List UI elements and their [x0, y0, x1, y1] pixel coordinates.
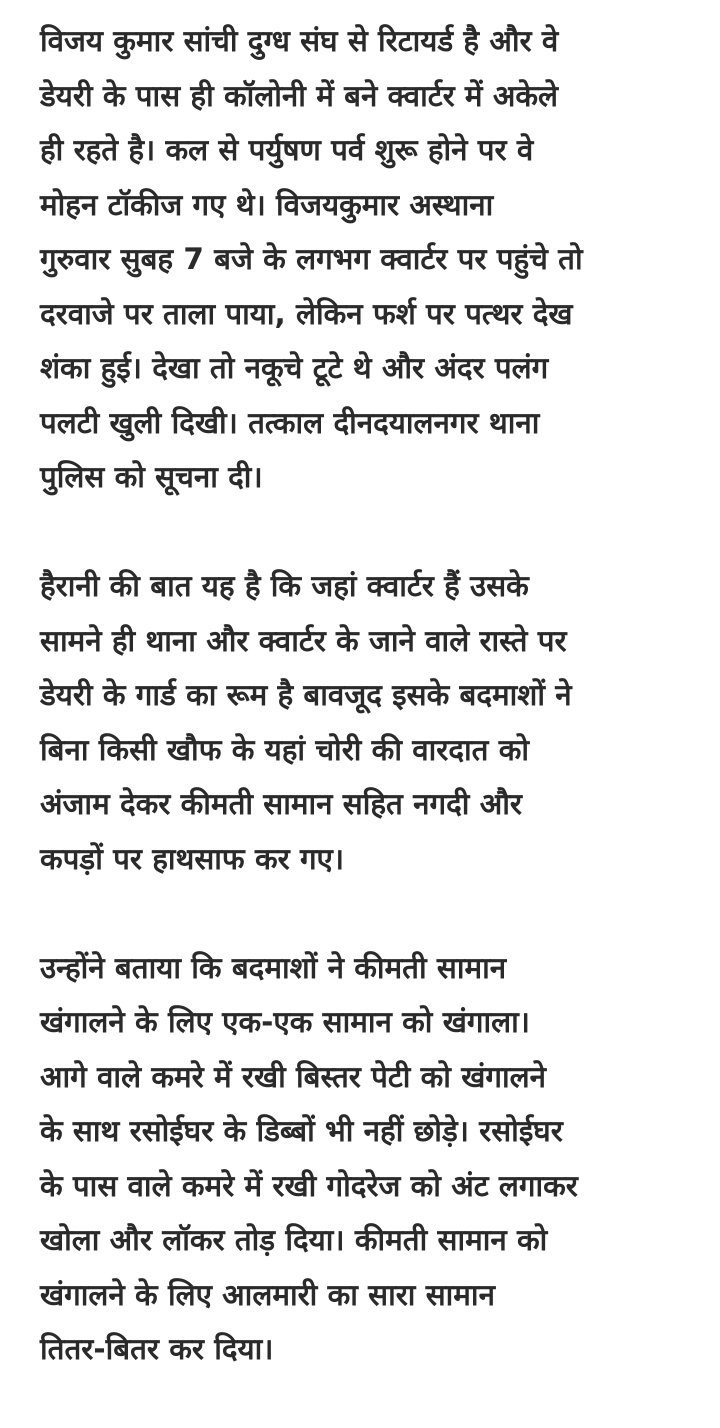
text-line: अंजाम देकर कीमती सामान सहित नगदी और: [40, 787, 522, 821]
text-line: हैरानी की बात यह है कि जहां क्वार्टर हैं उसके: [40, 569, 529, 603]
text-line: सामने ही थाना और क्वार्टर के जाने वाले रास्ते पर: [40, 623, 567, 658]
text-line: उन्होंने बताया कि बदमाशों ने कीमती सामान: [40, 950, 507, 985]
article-body: [40, 14, 700, 1377]
text-line: के पास वाले कमरे में रखी गोदरेज को अंट लगाकर: [40, 1168, 578, 1203]
text-line: डेयरी के पास ही कॉलोनी में बने क्वार्टर में अकेले: [40, 78, 559, 113]
text-line: खंगालने के लिए आलमारी का सारा सामान: [40, 1277, 495, 1312]
paragraph-2: [40, 559, 700, 886]
text-line: शंका हुई। देखा तो नकूचे टूटे थे और अंदर पलंग: [40, 351, 549, 385]
text-line: तितर-बितर कर दिया।: [40, 1332, 274, 1366]
text-line: पलटी खुली दिखी। तत्काल दीनदयालनगर थाना: [40, 405, 540, 440]
paragraph-spacer: [40, 886, 700, 941]
text-line: बिना किसी खौफ के यहां चोरी की वारदात को: [40, 732, 530, 767]
text-line: के साथ रसोईघर के डिब्बों भी नहीं छोड़े। रसोईघर: [40, 1114, 563, 1148]
text-line: आगे वाले कमरे में रखी बिस्तर पेटी को खंगालने: [40, 1059, 546, 1094]
paragraph-3: [40, 941, 700, 1377]
text-line: कपड़ों पर हाथसाफ कर गए।: [40, 841, 345, 876]
paragraph-1: [40, 14, 700, 505]
paragraph-spacer: [40, 505, 700, 560]
text-line: दरवाजे पर ताला पाया, लेकिन फर्श पर पत्थर देख: [40, 296, 573, 331]
text-line: खंगालने के लिए एक-एक सामान को खंगाला।: [40, 1005, 530, 1039]
text-line: विजय कुमार सांची दुग्ध संघ से रिटायर्ड है और वे: [40, 24, 559, 58]
text-line: गुरुवार सुबह 7 बजे के लगभग क्वार्टर पर पहुंचे तो: [40, 242, 583, 276]
text-line: पुलिस को सूचना दी।: [40, 460, 263, 494]
text-line: मोहन टॉकीज गए थे। विजयकुमार अस्थाना: [40, 187, 494, 222]
text-line: खोला और लॉकर तोड़ दिया। कीमती सामान को: [40, 1223, 548, 1257]
text-line: डेयरी के गार्ड का रूम है बावजूद इसके बदमाशों ने: [40, 678, 572, 712]
text-line: ही रहते है। कल से पर्युषण पर्व शुरू होने पर वे: [40, 133, 534, 167]
